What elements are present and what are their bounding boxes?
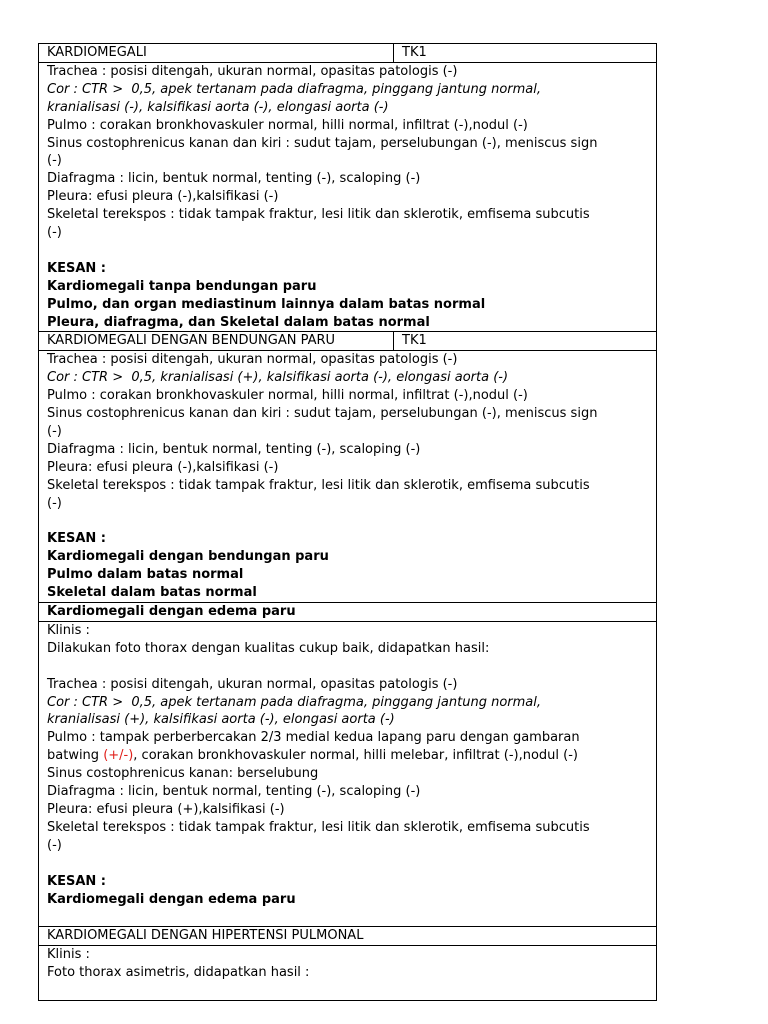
section-header-row [39,603,657,622]
line-text: Diafragma : licin, bentuk normal, tenting (-), scaloping (-) [47,171,421,187]
line-text: Sinus costophrenicus kanan dan kiri : sudut tajam, perselubungan (-), meniscus sign [47,406,598,422]
finding-line [47,801,648,819]
line-text: Pleura: efusi pleura (-),kalsifikasi (-) [47,189,279,205]
line-text: Cor : CTR > 0,5, apek tertanam pada diafragma, pinggang jantung normal, [47,694,541,710]
finding-line [47,152,648,170]
finding-line [47,81,648,99]
section-body-row [39,351,657,603]
line-text: batwing [47,748,104,764]
line-text: Klinis : [47,947,90,963]
line-text: Kardiomegali tanpa bendungan paru [47,278,317,294]
finding-line [47,711,648,729]
line-text: Dilakukan foto thorax dengan kualitas cukup baik, didapatkan hasil: [47,640,490,656]
line-text: Trachea : posisi ditengah, ukuran normal, opasitas patologis (-) [47,63,458,79]
section-body-row [39,946,657,1001]
section-body-row [39,62,657,332]
line-text: kranialisasi (+), kalsifikasi aorta (-), elongasi aorta (-) [47,712,395,728]
line-text: Cor : CTR > 0,5, apek tertanam pada diafragma, pinggang jantung normal, [47,81,541,97]
line-text: Cor : CTR > 0,5, kranialisasi (+), kalsifikasi aorta (-), elongasi aorta (-) [47,370,509,386]
finding-line [47,170,648,188]
line-text: Skeletal terekspos : tidak tampak fraktur, lesi litik dan sklerotik, emfisema subcutis [47,819,590,835]
section-body [39,621,657,926]
line-text: Pulmo : corakan bronkhovaskuler normal, hilli normal, infiltrat (-),nodul (-) [47,117,528,133]
blank-line [47,242,648,260]
report-table [38,43,657,1001]
section-title: KARDIOMEGALI DENGAN BENDUNGAN PARU [39,332,394,351]
line-text: Diafragma : licin, bentuk normal, tenting (-), scaloping (-) [47,441,421,457]
section-title-text: Kardiomegali dengan edema paru [47,604,296,620]
finding-line [47,765,648,783]
blank-line [47,658,648,676]
line-text: (-) [47,153,62,169]
finding-line [47,135,648,153]
section-code: TK1 [394,44,657,63]
line-text: Pleura, diafragma, dan Skeletal dalam batas normal [47,314,430,330]
line-text: KESAN : [47,531,106,547]
section-title [39,603,657,622]
line-text: Kardiomegali dengan edema paru [47,891,296,907]
conclusion-line [47,584,648,602]
finding-line [47,405,648,423]
line-text: Skeletal terekspos : tidak tampak fraktur, lesi litik dan sklerotik, emfisema subcutis [47,477,590,493]
section-body [39,62,657,332]
finding-line [47,224,648,242]
line-text: (-) [47,837,62,853]
line-text: Kardiomegali dengan bendungan paru [47,549,329,565]
line-text: Pulmo dalam batas normal [47,567,244,583]
section-header-row [39,927,657,946]
conclusion-line [47,260,648,278]
conclusion-line [47,314,648,332]
finding-line [47,423,648,441]
line-text: Foto thorax asimetris, didapatkan hasil : [47,965,310,981]
line-text: Skeletal terekspos : tidak tampak fraktur, lesi litik dan sklerotik, emfisema subcutis [47,207,590,223]
section-body [39,946,657,1001]
line-text: Trachea : posisi ditengah, ukuran normal, opasitas patologis (-) [47,676,458,692]
finding-line [47,369,648,387]
line-text-continued: , corakan bronkhovaskuler normal, hilli melebar, infiltrat (-),nodul (-) [133,748,578,764]
conclusion-line [47,548,648,566]
section-code: TK1 [394,332,657,351]
section-body-row [39,621,657,926]
line-text: Pleura: efusi pleura (-),kalsifikasi (-) [47,459,279,475]
finding-line [47,351,648,369]
conclusion-line [47,296,648,314]
line-text: (-) [47,495,62,511]
finding-line [47,387,648,405]
line-text: Pulmo : tampak perberbercakan 2/3 medial kedua lapang paru dengan gambaran [47,730,580,746]
section-title: KARDIOMEGALI DENGAN HIPERTENSI PULMONAL [39,927,657,946]
section-title: KARDIOMEGALI [39,44,394,63]
finding-line [47,441,648,459]
section-header-row [39,332,657,351]
line-text: Sinus costophrenicus kanan: berselubung [47,766,319,782]
finding-line [47,63,648,81]
line-text: Pulmo, dan organ mediastinum lainnya dalam batas normal [47,296,486,312]
conclusion-line [47,530,648,548]
line-text: Pleura: efusi pleura (+),kalsifikasi (-) [47,802,285,818]
finding-line [47,117,648,135]
blank-line [47,855,648,873]
finding-line [47,206,648,224]
finding-line [47,747,648,765]
blank-line [47,908,648,926]
blank-line [47,513,648,531]
finding-line [47,837,648,855]
conclusion-line [47,566,648,584]
line-text: KESAN : [47,260,106,276]
blank-line [47,982,648,1000]
finding-line [47,694,648,712]
finding-line [47,676,648,694]
conclusion-line [47,278,648,296]
line-text: Skeletal dalam batas normal [47,585,257,601]
conclusion-line [47,891,648,909]
conclusion-line [47,873,648,891]
line-text: kranialisasi (-), kalsifikasi aorta (-), elongasi aorta (-) [47,99,389,115]
section-header-row [39,44,657,63]
line-text: KESAN : [47,873,106,889]
line-text: (-) [47,424,62,440]
line-text: (-) [47,225,62,241]
finding-line [47,495,648,513]
line-text: Trachea : posisi ditengah, ukuran normal, opasitas patologis (-) [47,352,458,368]
finding-line [47,188,648,206]
line-text: Sinus costophrenicus kanan dan kiri : sudut tajam, perselubungan (-), meniscus sign [47,135,598,151]
finding-line [47,477,648,495]
finding-line [47,729,648,747]
line-text: Diafragma : licin, bentuk normal, tenting (-), scaloping (-) [47,784,421,800]
finding-line [47,459,648,477]
highlighted-value: (+/-) [103,748,134,764]
finding-line [47,622,648,640]
finding-line [47,819,648,837]
finding-line [47,964,648,982]
finding-line [47,640,648,658]
finding-line [47,946,648,964]
line-text: Klinis : [47,622,90,638]
finding-line [47,783,648,801]
finding-line [47,99,648,117]
line-text: Pulmo : corakan bronkhovaskuler normal, hilli normal, infiltrat (-),nodul (-) [47,388,528,404]
section-body [39,351,657,603]
